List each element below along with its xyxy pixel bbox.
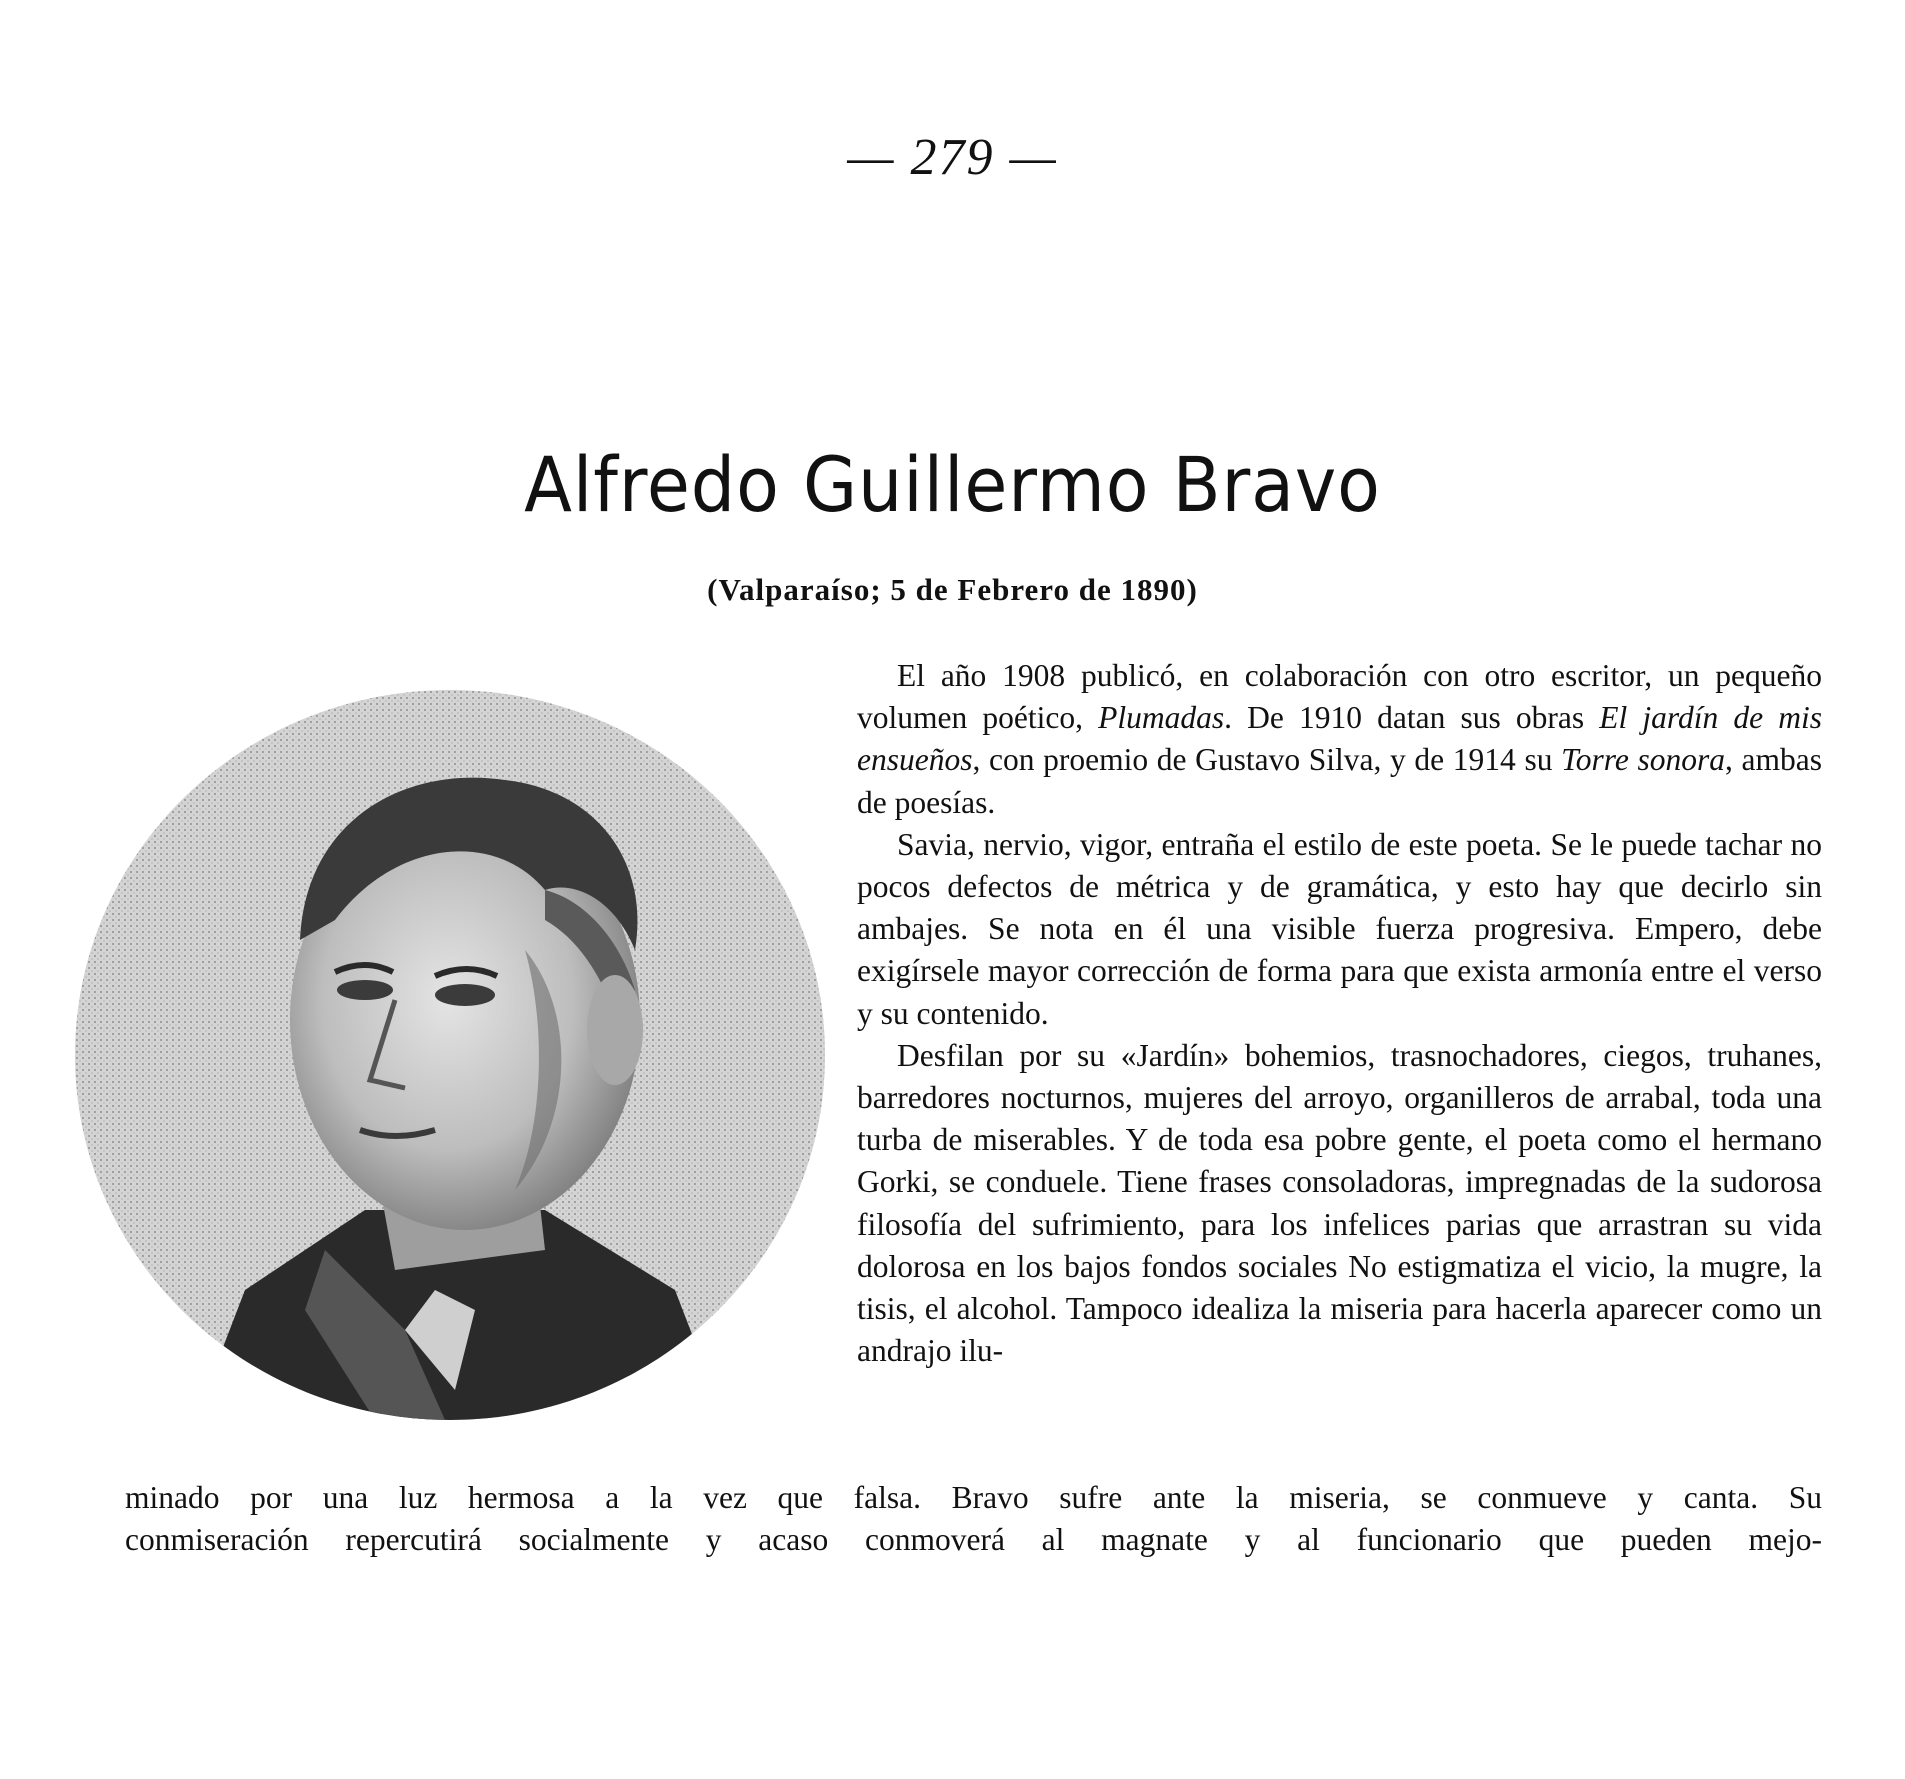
paragraph-works: El año 1908 publicó, en colaboración con otro escritor, un pequeño volumen poético, Plumadas. De 1910 datan sus obras El jardín de mis ensueños, con proemio de Gustavo Silva, y de 1914 su Torre sonora, ambas de poesías. <box>857 658 1823 820</box>
paragraph-style: Savia, nervio, vigor, entraña el estilo de este poeta. Se le puede tachar no pocos defectos de métrica y de gramática, y esto hay que decirlo sin ambajes. Se nota en él una visible fuerza progresiva. Empero, debe exigírsele mayor corrección de forma para que exista armonía entre el verso y su contenido. <box>857 826 1822 1031</box>
birth-place-date: (Valparaíso; 5 de Febrero de 1890) <box>707 572 1198 607</box>
author-portrait <box>75 690 825 1420</box>
work-title-torre-sonora: Torre sonora <box>1561 742 1725 778</box>
text-line: conmiseración repercutirá socialmente y acaso conmoverá al magnate y al funcionario que pueden mejo- <box>125 1522 1822 1558</box>
work-title-plumadas: Plumadas <box>1098 700 1225 736</box>
page-title: Alfredo Guillermo Bravo <box>524 440 1381 529</box>
paragraph-jardin: Desfilan por su «Jardín» bohemios, trasnochadores, ciegos, truhanes, barredores nocturnos, mujeres del arroyo, organilleros de arrabal, toda una turba de miserables. Y de toda esa pobre gente, el poeta como el hermano Gorki, se conduele. Tiene frases consoladoras, impregnadas de la sudorosa filosofía del sufrimiento, para los infelices parias que arrastran su vida dolorosa en los bajos fondos sociales No estigmatiza el vicio, la mugre, la tisis, el alcohol. Tampoco idealiza la miseria para hacerla aparecer como un andrajo ilu- <box>857 1037 1822 1369</box>
portrait-illustration <box>75 690 825 1420</box>
text-line: minado por una luz hermosa a la vez que falsa. Bravo sufre ante la miseria, se conmueve y canta. Su <box>125 1480 1822 1515</box>
biography-text-full-width <box>125 1477 1822 1561</box>
page-number: — 279 — <box>847 129 1058 186</box>
biography-text-column <box>857 655 1822 1372</box>
work-title-jardin: El jardín de mis ensueños <box>857 700 1823 778</box>
